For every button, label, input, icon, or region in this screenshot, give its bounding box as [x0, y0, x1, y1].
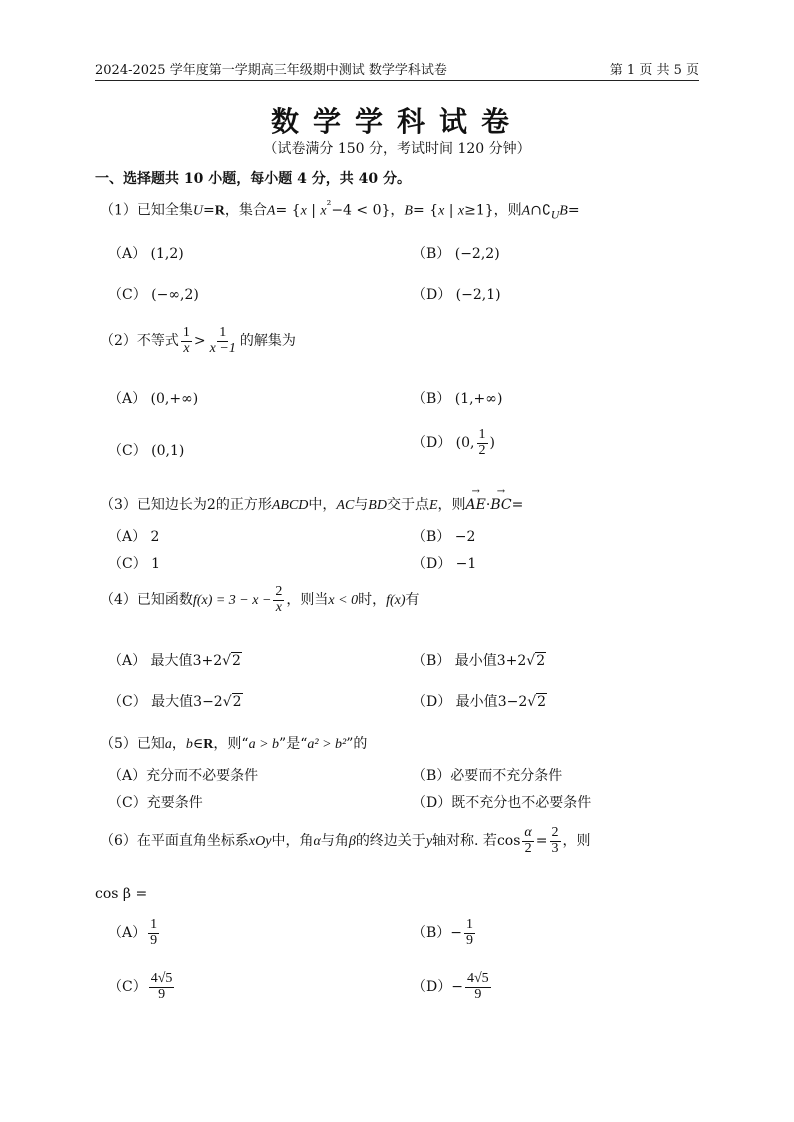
- q2-suffix: 的解集为: [239, 333, 296, 350]
- q1-comma: ，: [390, 202, 405, 219]
- q6-d-fraction: [465, 972, 491, 1002]
- q2-option-d: [412, 428, 495, 458]
- q6-c-den: 9: [158, 986, 166, 1002]
- q1-B2: B: [559, 203, 568, 219]
- q6-mid4: 轴对称. 若: [432, 833, 497, 850]
- q2-optd-num: 1: [478, 427, 486, 442]
- q5-option-d: （D）既不充分也不必要条件: [412, 795, 592, 811]
- q3-eq: =: [511, 497, 524, 513]
- q2-optd-den: 2: [478, 442, 486, 458]
- q1-text: （1）已知全集: [100, 202, 193, 219]
- q5-end: ”的: [346, 736, 368, 752]
- q6-fraction-alpha: [522, 826, 533, 856]
- q4-a-value: 3+2: [192, 653, 223, 669]
- q1-x4: x: [457, 203, 465, 219]
- q2-option-a: （A） (0,+∞): [108, 391, 199, 407]
- q4-c-radicand: 2: [232, 694, 242, 710]
- q4-d-value: 3−2: [497, 694, 528, 710]
- q6-option-d: [412, 972, 493, 1002]
- q6-option-c: [108, 972, 176, 1002]
- q6-option-b: [412, 918, 477, 948]
- q6-frac-b-num: 2: [551, 825, 559, 840]
- page-subtitle: （试卷满分 150 分，考试时间 120 分钟）: [263, 141, 531, 157]
- q6-xoy: xOy: [248, 834, 272, 850]
- q4-option-c: （C） 最大值3−2√2: [108, 694, 242, 710]
- q5-a: a: [164, 737, 172, 752]
- question-4-stem: [100, 585, 420, 615]
- q1-text2: ，集合: [224, 202, 267, 219]
- q6-y: y: [425, 834, 433, 850]
- q4-b-value: 3+2: [496, 653, 527, 669]
- q5-cond1: a > b: [248, 737, 280, 752]
- section-heading: 一、选择题共 10 小题，每小题 4 分，共 40 分。: [95, 171, 411, 187]
- q6-c-fraction: [149, 972, 175, 1002]
- q3-mid5: ，则: [437, 497, 466, 513]
- header-page-number: 第 1 页 共 5 页: [609, 63, 699, 78]
- q3-dot: ·: [485, 497, 491, 513]
- question-6-stem: [100, 826, 591, 856]
- q3-option-a: （A） 2: [108, 529, 160, 545]
- q1-R: R: [214, 203, 225, 219]
- q2-frac1-den: x: [183, 340, 190, 356]
- q2-option-d-fraction: [477, 428, 488, 458]
- q6-b-num: 1: [466, 917, 474, 932]
- q4-option-b: （B） 最小值3+2√2: [412, 653, 546, 669]
- q1-x3: x: [438, 203, 445, 219]
- header-left-text: 2024-2025 学年度第一学期高三年级期中测试 数学学科试卷: [95, 63, 447, 78]
- q3-mid4: 交于点: [386, 497, 429, 513]
- q1-sub-U: U: [550, 208, 560, 222]
- q6-b-fraction: [464, 918, 475, 948]
- q3-vector-bc: → BC: [490, 497, 511, 513]
- q6-b-label: （B）−: [412, 925, 463, 942]
- q6-d-label: （D）−: [412, 979, 463, 996]
- q4-expr1: (x) = 3 − x −: [196, 593, 272, 609]
- q1-eq: =: [203, 202, 215, 219]
- q3-mid1: 的正方形: [215, 497, 272, 513]
- q5-b: b: [185, 737, 193, 752]
- q6-b-den: 9: [466, 932, 474, 948]
- q1-A: A: [266, 203, 276, 219]
- q2-option-c: （C） (0,1): [108, 443, 185, 459]
- q1-set-B-rest: ≥1}: [464, 202, 494, 219]
- q4-option-d: （D） 最小值3−2√2: [412, 694, 547, 710]
- q3-option-c: （C） 1: [108, 556, 161, 572]
- q1-B: B: [404, 203, 413, 219]
- q1-set-A-rest: −4 < 0}: [331, 202, 391, 219]
- q6-d-num: 4√5: [466, 971, 489, 986]
- q3-bd: BD: [368, 498, 387, 513]
- q1-then: ，则: [493, 202, 522, 219]
- q2-frac1-num: 1: [182, 325, 190, 340]
- q2-fraction-1: [181, 326, 192, 356]
- q4-prefix: （4）已知函数: [100, 592, 193, 609]
- q5-comma: ，: [171, 736, 186, 752]
- q1-bar: |: [306, 202, 321, 219]
- q4-suffix: 有: [405, 592, 420, 609]
- q3-option-d: （D） −1: [412, 556, 477, 572]
- q3-square: ABCD: [271, 498, 309, 513]
- q2-optd-close: ): [489, 435, 495, 452]
- q2-option-b: （B） (1,+∞): [412, 391, 503, 407]
- q6-mid3: 的终边关于: [355, 833, 426, 850]
- q5-cond2: a² > b²: [307, 737, 347, 752]
- q4-c-label: （C） 最大值: [108, 694, 194, 710]
- page-header: [95, 58, 699, 78]
- q4-cond: x < 0: [328, 593, 359, 609]
- q3-mid2: 中，: [308, 497, 337, 513]
- q3-vector-ae: → AE: [466, 497, 486, 513]
- q6-fraction-value: [550, 826, 561, 856]
- q1-var: U: [192, 203, 204, 219]
- q5-option-a: （A）充分而不必要条件: [108, 768, 259, 784]
- q3-two: 2: [206, 497, 216, 513]
- q4-f: f: [192, 593, 197, 609]
- q2-prefix: （2）不等式: [100, 333, 179, 350]
- q6-d-den: 9: [474, 986, 482, 1002]
- q4-frac-den: x: [275, 599, 283, 615]
- q4-a-radicand: 2: [232, 653, 241, 669]
- q5-in: ∈: [192, 736, 204, 752]
- q6-prefix: （6）在平面直角坐标系: [100, 833, 249, 850]
- q6-c-num: 4√5: [150, 971, 173, 986]
- q5-option-b: （B）必要而不充分条件: [412, 768, 563, 784]
- question-2-stem: [100, 326, 296, 356]
- page-title: 数学学科试卷: [270, 105, 523, 138]
- q4-d-radicand: 2: [537, 694, 547, 710]
- q4-b-radicand: 2: [536, 653, 546, 669]
- q6-frac-a-den: 2: [524, 840, 532, 856]
- q1-cap: ∩∁: [530, 202, 551, 219]
- question-3-stem: [100, 494, 523, 514]
- q6-cos: cos: [496, 833, 521, 850]
- q6-a-fraction: [148, 918, 159, 948]
- q6-eq: =: [535, 833, 548, 850]
- q1-set-open2: = {: [412, 202, 439, 219]
- q6-a-num: 1: [150, 917, 158, 932]
- q5-option-c: （C）充要条件: [108, 795, 203, 811]
- q6-mid5: ，则: [562, 833, 591, 850]
- q6-c-label: （C）: [108, 979, 147, 996]
- q6-frac-b-den: 3: [551, 840, 559, 856]
- q4-frac-num: 2: [275, 584, 283, 599]
- q3-ac: AC: [336, 498, 355, 513]
- q5-then: ，则“: [213, 736, 249, 752]
- q1-sq: ²: [326, 198, 332, 212]
- q4-f2: f: [386, 593, 390, 609]
- q3-prefix: （3）已知边长为: [100, 497, 207, 513]
- q1-option-b: （B） (−2,2): [412, 246, 500, 262]
- q4-fraction: [273, 585, 284, 615]
- q3-option-b: （B） −2: [412, 529, 476, 545]
- q4-mid2: 时，: [358, 592, 387, 609]
- q4-a-label: （A） 最大值: [108, 653, 193, 669]
- q6-mid1: 中，角: [271, 833, 314, 850]
- q4-expr2: (x): [389, 593, 406, 609]
- q6-a-label: （A）: [108, 925, 147, 942]
- q4-option-a: （A） 最大值3+2√2: [108, 653, 241, 669]
- q3-e: E: [428, 498, 438, 513]
- q1-x2: x: [320, 203, 327, 219]
- q1-A2: A: [521, 203, 531, 219]
- q6-frac-a-num: α: [524, 825, 532, 840]
- q5-prefix: （5）已知: [100, 736, 165, 752]
- q5-is: ”是“: [279, 736, 308, 752]
- q4-d-label: （D） 最小值: [412, 694, 498, 710]
- question-1-stem: [100, 198, 580, 221]
- q2-gt: >: [193, 333, 206, 350]
- q1-option-a: （A） (1,2): [108, 246, 184, 262]
- header-divider: [95, 80, 699, 81]
- q6-option-a: [108, 918, 161, 948]
- q1-x: x: [300, 203, 307, 219]
- q6-mid2: 与角: [320, 833, 349, 850]
- q1-option-c: （C） (−∞,2): [108, 287, 199, 303]
- q6-a-den: 9: [150, 932, 158, 948]
- q1-eq-end: =: [567, 202, 580, 219]
- q6-alpha: α: [313, 834, 321, 850]
- q2-frac2-num: 1: [219, 325, 227, 340]
- q4-c-value: 3−2: [193, 694, 223, 710]
- q1-set-open: = {: [275, 202, 301, 219]
- q1-bar2: |: [444, 202, 458, 219]
- q4-mid: ，则当: [286, 592, 329, 609]
- q2-fraction-2: [208, 326, 238, 356]
- q2-frac2-den: x −1: [209, 340, 236, 356]
- question-5-stem: [100, 733, 367, 753]
- q3-mid3: 与: [354, 497, 369, 513]
- q2-option-d-prefix: （D） (0,: [412, 435, 475, 452]
- q4-b-label: （B） 最小值: [412, 653, 497, 669]
- q6-beta: β: [348, 834, 356, 850]
- q1-option-d: （D） (−2,1): [412, 287, 501, 303]
- q6-second-line: cos β =: [95, 886, 148, 902]
- q5-R: R: [203, 737, 214, 752]
